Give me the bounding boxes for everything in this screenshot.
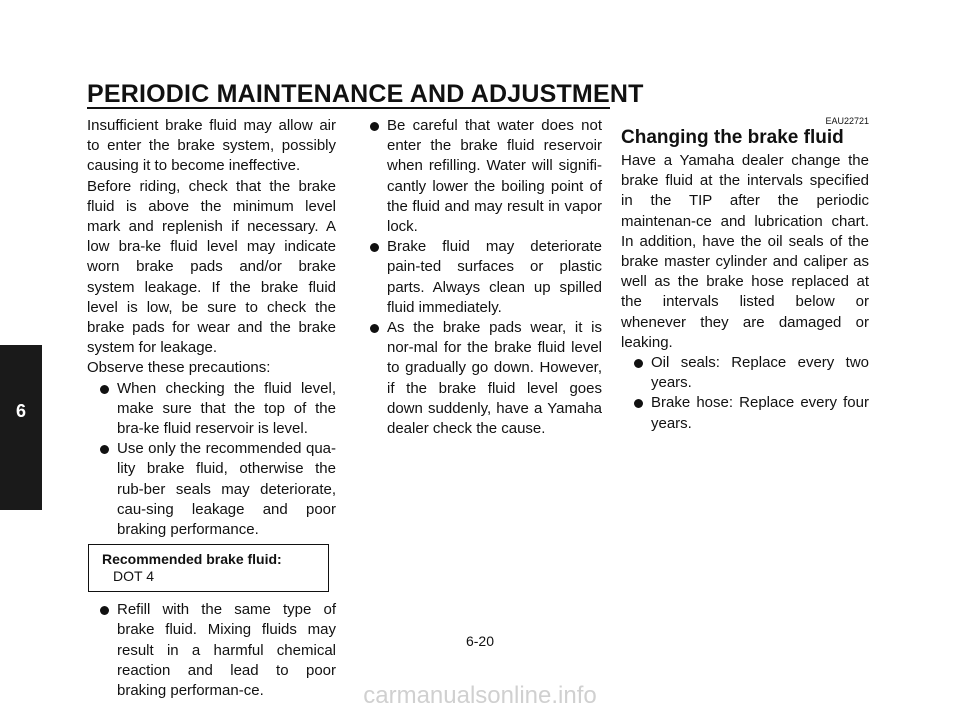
list-item: Brake fluid may deteriorate pain-ted surfaces or plastic parts. Always clean up spilled fluid immediately. bbox=[368, 237, 602, 318]
header-rule bbox=[87, 107, 610, 109]
page-header-title: PERIODIC MAINTENANCE AND ADJUSTMENT bbox=[87, 80, 644, 108]
list-item: As the brake pads wear, it is nor-mal for the brake fluid level to gradually go down. However, if the brake fluid level goes down suddenly, have a Yamaha dealer check the cause. bbox=[368, 318, 602, 439]
warning-list bbox=[368, 116, 602, 439]
paragraph-1: Insufficient brake fluid may allow air to enter the brake system, possibly causing it to become ineffective. bbox=[87, 117, 336, 175]
recommended-fluid-title: Recommended brake fluid: bbox=[102, 551, 282, 568]
paragraph-3: Observe these precautions: bbox=[87, 359, 271, 377]
watermark: carmanualsonline.info bbox=[363, 682, 597, 709]
paragraph-2: Before riding, check that the brake fluid is above the minimum level mark and replenish if necessary. A low bra-ke fluid level may indicate worn brake pads and/or brake system leakage. If the brake fluid level is low, be sure to check the brake pads for wear and the brake system for leakage. bbox=[87, 177, 336, 357]
precautions-list bbox=[87, 379, 336, 541]
column-1 bbox=[87, 116, 336, 701]
chapter-tab bbox=[0, 345, 42, 510]
section-body: Have a Yamaha dealer change the brake fluid at the intervals specified in the TIP after the periodic maintenan-ce and lubrication chart. In addition, have the oil seals of the brake master cylinder and caliper as well as the brake hose replaced at the intervals listed below or whenever they are damaged or leaking. bbox=[621, 152, 869, 351]
list-item: When checking the fluid level, make sure that the top of the bra-ke fluid reservoir is level. bbox=[98, 379, 336, 440]
chapter-tab-number: 6 bbox=[15, 401, 26, 421]
column-2 bbox=[368, 116, 602, 439]
list-item: Be careful that water does not enter the brake fluid reservoir when refilling. Water will signifi-cantly lower the boiling point of the fluid and may result in vapor lock. bbox=[368, 116, 602, 237]
list-item: Brake hose: Replace every four years. bbox=[632, 393, 869, 433]
list-item: Refill with the same type of brake fluid. Mixing fluids may result in a harmful chemical reaction and lead to poor braking performan-ce. bbox=[98, 600, 336, 701]
list-item: Oil seals: Replace every two years. bbox=[632, 353, 869, 393]
section-code: EAU22721 bbox=[825, 116, 869, 126]
recommended-fluid-value: DOT 4 bbox=[113, 568, 154, 585]
recommended-fluid-box bbox=[88, 544, 329, 592]
replacement-list bbox=[621, 353, 869, 434]
list-item: Use only the recommended qua-lity brake fluid, otherwise the rub-ber seals may deteriorate, cau-sing leakage and poor braking performance. bbox=[98, 439, 336, 540]
section-title: Changing the brake fluid bbox=[621, 127, 844, 148]
column-3 bbox=[621, 116, 869, 434]
page-number: 6-20 bbox=[465, 633, 495, 649]
